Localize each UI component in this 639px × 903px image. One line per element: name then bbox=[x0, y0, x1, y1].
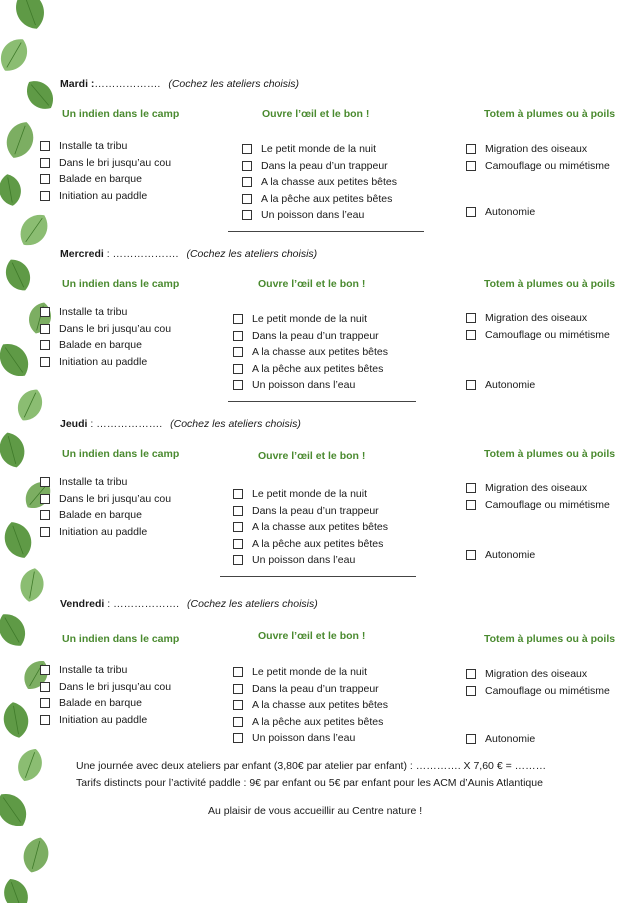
day-name: Jeudi bbox=[60, 418, 88, 430]
activity-option[interactable] bbox=[40, 323, 171, 335]
activity-label: Balade en barque bbox=[59, 173, 142, 185]
activity-label: Le petit monde de la nuit bbox=[252, 488, 367, 500]
day-date-blank: : ………………. bbox=[87, 418, 163, 430]
checkbox[interactable] bbox=[40, 510, 50, 520]
checkbox[interactable] bbox=[233, 684, 243, 694]
column-header-col1: Un indien dans le camp bbox=[62, 278, 180, 290]
activity-label: A la chasse aux petites bêtes bbox=[261, 176, 398, 188]
activity-option[interactable] bbox=[40, 157, 171, 169]
activity-label: Migration des oiseaux bbox=[485, 143, 588, 155]
activity-option[interactable] bbox=[233, 699, 388, 711]
column-header-col3: Totem à plumes ou à poils bbox=[484, 108, 616, 120]
checkbox[interactable] bbox=[466, 207, 476, 217]
checkbox[interactable] bbox=[466, 313, 476, 323]
activity-option[interactable] bbox=[40, 356, 147, 368]
column-header-col1: Un indien dans le camp bbox=[62, 633, 180, 645]
activity-option[interactable] bbox=[40, 697, 142, 709]
activity-option[interactable] bbox=[242, 209, 364, 221]
checkbox[interactable] bbox=[233, 347, 243, 357]
checkbox[interactable] bbox=[40, 158, 50, 168]
activity-option[interactable] bbox=[40, 140, 127, 152]
activity-label: Dans le bri jusqu’au cou bbox=[59, 680, 172, 693]
checkbox[interactable] bbox=[233, 364, 243, 374]
activity-option[interactable] bbox=[40, 493, 171, 505]
activity-label: Initiation au paddle bbox=[59, 525, 148, 538]
day-title bbox=[60, 598, 318, 610]
checkbox[interactable] bbox=[466, 669, 476, 679]
activity-label: Un poisson dans l’eau bbox=[252, 554, 356, 566]
column-header-col2: Ouvre l’œil et le bon ! bbox=[262, 108, 370, 120]
activity-option[interactable] bbox=[233, 313, 367, 325]
activity-label: Autonomie bbox=[485, 733, 536, 745]
activity-option[interactable] bbox=[466, 549, 535, 561]
activity-label: Autonomie bbox=[485, 549, 536, 561]
day-title bbox=[60, 78, 299, 90]
activity-label: A la chasse aux petites bêtes bbox=[252, 521, 389, 533]
activity-option[interactable] bbox=[40, 306, 127, 318]
checkbox[interactable] bbox=[242, 194, 252, 204]
activity-label: Balade en barque bbox=[59, 339, 142, 351]
activity-option[interactable] bbox=[466, 160, 610, 172]
activity-label: Installe ta tribu bbox=[59, 140, 128, 152]
activity-label: Le petit monde de la nuit bbox=[252, 313, 367, 325]
activity-option[interactable] bbox=[466, 482, 587, 494]
activity-option[interactable] bbox=[40, 476, 127, 488]
day-name: Vendredi bbox=[60, 598, 105, 610]
activity-label: Camouflage ou mimétisme bbox=[485, 684, 610, 697]
column-header-col2: Ouvre l’œil et le bon ! bbox=[258, 630, 366, 642]
checkbox[interactable] bbox=[233, 522, 243, 532]
activity-label: Un poisson dans l’eau bbox=[261, 209, 365, 221]
activity-label: Dans la peau d’un trappeur bbox=[252, 682, 379, 695]
activity-option[interactable] bbox=[466, 668, 587, 680]
checkbox[interactable] bbox=[40, 307, 50, 317]
leaf-shape bbox=[0, 429, 28, 470]
checkbox[interactable] bbox=[40, 191, 50, 201]
section-divider bbox=[228, 401, 416, 402]
leaf-shape bbox=[0, 337, 35, 383]
activity-option[interactable] bbox=[40, 664, 127, 676]
checkbox[interactable] bbox=[233, 314, 243, 324]
activity-option[interactable] bbox=[233, 666, 367, 678]
activity-label: Dans la peau d’un trappeur bbox=[252, 504, 379, 517]
checkbox[interactable] bbox=[233, 380, 243, 390]
checkbox[interactable] bbox=[233, 717, 243, 727]
day-name: Mardi : bbox=[60, 78, 95, 90]
day-date-blank: : ………………. bbox=[103, 248, 179, 260]
checkbox[interactable] bbox=[233, 539, 243, 549]
activity-option[interactable] bbox=[233, 379, 355, 391]
section-divider bbox=[228, 231, 424, 232]
activity-option[interactable] bbox=[233, 330, 379, 342]
activity-label: Le petit monde de la nuit bbox=[252, 666, 367, 678]
activity-label: Dans le bri jusqu’au cou bbox=[59, 322, 172, 335]
column-header-col3: Totem à plumes ou à poils bbox=[484, 448, 616, 460]
activity-label: Migration des oiseaux bbox=[485, 668, 588, 680]
activity-label: Installe ta tribu bbox=[59, 306, 128, 318]
day-instruction: (Cochez les ateliers choisis) bbox=[170, 418, 301, 430]
activity-label: Camouflage ou mimétisme bbox=[485, 159, 610, 172]
activity-option[interactable] bbox=[466, 379, 535, 391]
activity-option[interactable] bbox=[242, 176, 397, 188]
checkbox[interactable] bbox=[466, 550, 476, 560]
activity-option[interactable] bbox=[40, 339, 142, 351]
day-instruction: (Cochez les ateliers choisis) bbox=[168, 78, 300, 90]
activity-label: Initiation au paddle bbox=[59, 713, 148, 726]
activity-option[interactable] bbox=[233, 521, 388, 533]
checkbox[interactable] bbox=[242, 144, 252, 154]
checkbox[interactable] bbox=[466, 330, 476, 340]
column-header-col2: Ouvre l’œil et le bon ! bbox=[258, 450, 366, 462]
checkbox[interactable] bbox=[40, 682, 50, 692]
closing-message: Au plaisir de vous accueillir au Centre nature ! bbox=[208, 805, 423, 817]
checkbox[interactable] bbox=[242, 210, 252, 220]
activity-option[interactable] bbox=[233, 732, 355, 744]
activity-label: A la pêche aux petites bêtes bbox=[252, 715, 384, 728]
leaf-shape bbox=[0, 787, 33, 833]
checkbox[interactable] bbox=[40, 698, 50, 708]
activity-label: A la chasse aux petites bêtes bbox=[252, 346, 389, 358]
activity-option[interactable] bbox=[242, 143, 376, 155]
activity-label: A la chasse aux petites bêtes bbox=[252, 699, 389, 711]
column-header-col3: Totem à plumes ou à poils bbox=[484, 278, 616, 290]
activity-label: Un poisson dans l’eau bbox=[252, 732, 356, 744]
checkbox[interactable] bbox=[40, 494, 50, 504]
activity-option[interactable] bbox=[233, 363, 383, 375]
checkbox[interactable] bbox=[466, 500, 476, 510]
checkbox[interactable] bbox=[40, 141, 50, 151]
activity-option[interactable] bbox=[466, 312, 587, 324]
activity-option[interactable] bbox=[233, 538, 383, 550]
activity-option[interactable] bbox=[233, 488, 367, 500]
activity-label: Migration des oiseaux bbox=[485, 482, 588, 494]
checkbox[interactable] bbox=[233, 667, 243, 677]
activity-label: Installe ta tribu bbox=[59, 664, 128, 676]
activity-label: Initiation au paddle bbox=[59, 189, 148, 202]
activity-label: Dans la peau d’un trappeur bbox=[252, 329, 379, 342]
checkbox[interactable] bbox=[40, 665, 50, 675]
checkbox[interactable] bbox=[466, 161, 476, 171]
activity-label: Dans le bri jusqu’au cou bbox=[59, 492, 172, 505]
activity-label: Installe ta tribu bbox=[59, 476, 128, 488]
checkbox[interactable] bbox=[242, 161, 252, 171]
checkbox[interactable] bbox=[40, 477, 50, 487]
activity-label: Le petit monde de la nuit bbox=[261, 143, 376, 155]
column-header-col3: Totem à plumes ou à poils bbox=[484, 633, 616, 645]
checkbox[interactable] bbox=[466, 686, 476, 696]
activity-option[interactable] bbox=[233, 716, 383, 728]
checkbox[interactable] bbox=[233, 700, 243, 710]
activity-option[interactable] bbox=[40, 526, 147, 538]
activity-option[interactable] bbox=[40, 173, 142, 185]
activity-label: Dans le bri jusqu’au cou bbox=[59, 156, 172, 169]
activity-option[interactable] bbox=[466, 685, 610, 697]
activity-option[interactable] bbox=[466, 329, 610, 341]
activity-label: A la pêche aux petites bêtes bbox=[252, 537, 384, 550]
activity-label: Initiation au paddle bbox=[59, 355, 148, 368]
activity-label: Camouflage ou mimétisme bbox=[485, 498, 610, 511]
activity-label: A la pêche aux petites bêtes bbox=[252, 362, 384, 375]
day-instruction: (Cochez les ateliers choisis) bbox=[186, 248, 318, 260]
leaf-shape bbox=[0, 608, 32, 651]
activity-option[interactable] bbox=[233, 683, 379, 695]
activity-label: Migration des oiseaux bbox=[485, 312, 588, 324]
activity-option[interactable] bbox=[40, 509, 142, 521]
paddle-price-line: Tarifs distincts pour l’activité paddle : 9€ par enfant ou 5€ par enfant pour les ACM d’Aunis Atlantique bbox=[76, 777, 543, 789]
day-title bbox=[60, 248, 317, 260]
leaf-shape bbox=[0, 33, 34, 76]
checkbox[interactable] bbox=[40, 357, 50, 367]
activity-option[interactable] bbox=[466, 143, 587, 155]
activity-label: Dans la peau d’un trappeur bbox=[261, 159, 388, 172]
day-date-blank: ………………. bbox=[94, 78, 161, 90]
day-instruction: (Cochez les ateliers choisis) bbox=[187, 598, 318, 610]
activity-option[interactable] bbox=[233, 554, 355, 566]
leaf-shape bbox=[0, 172, 23, 207]
activity-option[interactable] bbox=[40, 190, 147, 202]
checkbox[interactable] bbox=[233, 555, 243, 565]
activity-label: Balade en barque bbox=[59, 697, 142, 709]
activity-option[interactable] bbox=[466, 206, 535, 218]
checkbox[interactable] bbox=[466, 144, 476, 154]
activity-label: Balade en barque bbox=[59, 509, 142, 521]
activity-label: A la pêche aux petites bêtes bbox=[261, 192, 393, 205]
checkbox[interactable] bbox=[242, 177, 252, 187]
checkbox[interactable] bbox=[233, 331, 243, 341]
section-divider bbox=[220, 576, 416, 577]
activity-option[interactable] bbox=[242, 193, 392, 205]
activity-label: Autonomie bbox=[485, 379, 536, 391]
column-header-col2: Ouvre l’œil et le bon ! bbox=[258, 278, 366, 290]
day-date-blank: : ………………. bbox=[104, 598, 180, 610]
activity-option[interactable] bbox=[242, 160, 388, 172]
activity-option[interactable] bbox=[233, 505, 379, 517]
day-name: Mercredi bbox=[60, 248, 104, 260]
column-header-col1: Un indien dans le camp bbox=[62, 448, 180, 460]
checkbox[interactable] bbox=[40, 715, 50, 725]
checkbox[interactable] bbox=[233, 489, 243, 499]
checkbox[interactable] bbox=[466, 483, 476, 493]
price-line: Une journée avec deux ateliers par enfant (3,80€ par atelier par enfant) : …………. X 7,60 € = ……… bbox=[76, 760, 547, 772]
checkbox[interactable] bbox=[466, 734, 476, 744]
checkbox[interactable] bbox=[40, 340, 50, 350]
activity-option[interactable] bbox=[466, 499, 610, 511]
checkbox[interactable] bbox=[40, 527, 50, 537]
column-header-col1: Un indien dans le camp bbox=[62, 108, 180, 120]
activity-option[interactable] bbox=[40, 681, 171, 693]
activity-label: Autonomie bbox=[485, 206, 536, 218]
checkbox[interactable] bbox=[233, 733, 243, 743]
checkbox[interactable] bbox=[40, 174, 50, 184]
activity-label: Un poisson dans l’eau bbox=[252, 379, 356, 391]
activity-label: Camouflage ou mimétisme bbox=[485, 328, 610, 341]
activity-option[interactable] bbox=[466, 733, 535, 745]
checkbox[interactable] bbox=[233, 506, 243, 516]
checkbox[interactable] bbox=[40, 324, 50, 334]
leaf-shape bbox=[10, 0, 49, 33]
day-title bbox=[60, 418, 301, 430]
activity-option[interactable] bbox=[233, 346, 388, 358]
checkbox[interactable] bbox=[466, 380, 476, 390]
activity-option[interactable] bbox=[40, 714, 147, 726]
leaf-shape bbox=[0, 875, 33, 903]
